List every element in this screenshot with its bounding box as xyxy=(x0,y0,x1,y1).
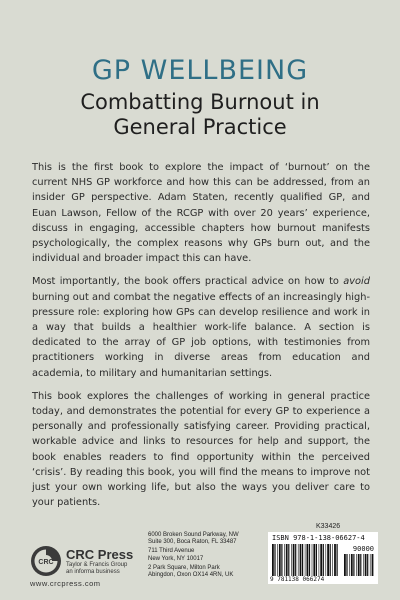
book-title: GP WELLBEING xyxy=(91,55,309,86)
crc-press-logo-icon xyxy=(30,545,62,577)
price-barcode-icon xyxy=(344,554,374,576)
publisher-url: www.crcpress.com xyxy=(30,579,101,588)
address-line: 2 Park Square, Milton Park xyxy=(148,564,220,571)
barcode-panel xyxy=(268,532,378,584)
address-line: 711 Third Avenue xyxy=(148,548,195,555)
blurb-paragraph-1: This is the first book to explore the impact of ‘burnout’ on the current NHS GP workforce and how this can be addressed, from an insider GP perspective. Adam Staten, recently qualified GP, and Euan Lawson, Fellow of the RCGP with over 20 years’ experience, discuss in engaging, accessible chapters how burnout manifests psychologically, the complex reasons why GPs burn out, and the individual and broader impact this can have. xyxy=(32,162,370,265)
address-line: New York, NY 10017 xyxy=(148,555,204,562)
address-line: Suite 300, Boca Raton, FL 33487 xyxy=(148,539,237,546)
subtitle-line-1: Combatting Burnout in xyxy=(80,90,320,114)
blurb-paragraph-3: This book explores the challenges of working in general practice today, and demonstrates the potential for every GP to experience a personally and professionally satisfying career. Providing practical, workable advice and links to resources for help and support, the book enables readers to find opportunity within the perceived ‘crisis’. By reading this book, you will find the means to improve not just your own working life, but also the ways you deliver care to your patients. xyxy=(32,390,370,509)
address-uk xyxy=(148,565,268,579)
product-code: K33426 xyxy=(316,523,341,530)
address-line: 6000 Broken Sound Parkway, NW xyxy=(148,532,239,538)
subtitle-line-2: General Practice xyxy=(113,115,287,139)
address-line: Abingdon, Oxon OX14 4RN, UK xyxy=(148,572,234,579)
p2-emphasis: avoid xyxy=(343,276,370,288)
publisher-group: Taylor & Francis Group xyxy=(66,562,128,568)
publisher-tagline: an informa business xyxy=(66,569,120,575)
blurb xyxy=(32,160,370,518)
blurb-paragraph-2 xyxy=(32,274,370,380)
logo-text: CRC xyxy=(38,559,54,566)
isbn-number: ISBN 978-1-138-06627-4 xyxy=(272,534,365,542)
address-new-york xyxy=(148,548,268,562)
publisher-name: CRC Press xyxy=(66,547,134,562)
publisher-block xyxy=(66,547,133,576)
address-florida xyxy=(148,532,268,546)
p2-start: Most importantly, the book offers practical advice on how to xyxy=(32,276,344,288)
barcode-icon xyxy=(272,544,338,576)
p2-end: burning out and combat the negative effects of an increasingly high-pressure role: exploring how GPs can develop resilience and work in a way that builds a healthier work-life balance. A section is dedicated to the array of GP job options, with testimonies from practitioners working in diverse areas from education and academia, to military and humanitarian settings. xyxy=(32,291,370,379)
book-subtitle xyxy=(0,90,400,140)
ean-digits: 9 781138 066274 xyxy=(270,576,325,583)
publisher-addresses xyxy=(148,532,268,581)
price-code: 90000 xyxy=(352,545,374,553)
